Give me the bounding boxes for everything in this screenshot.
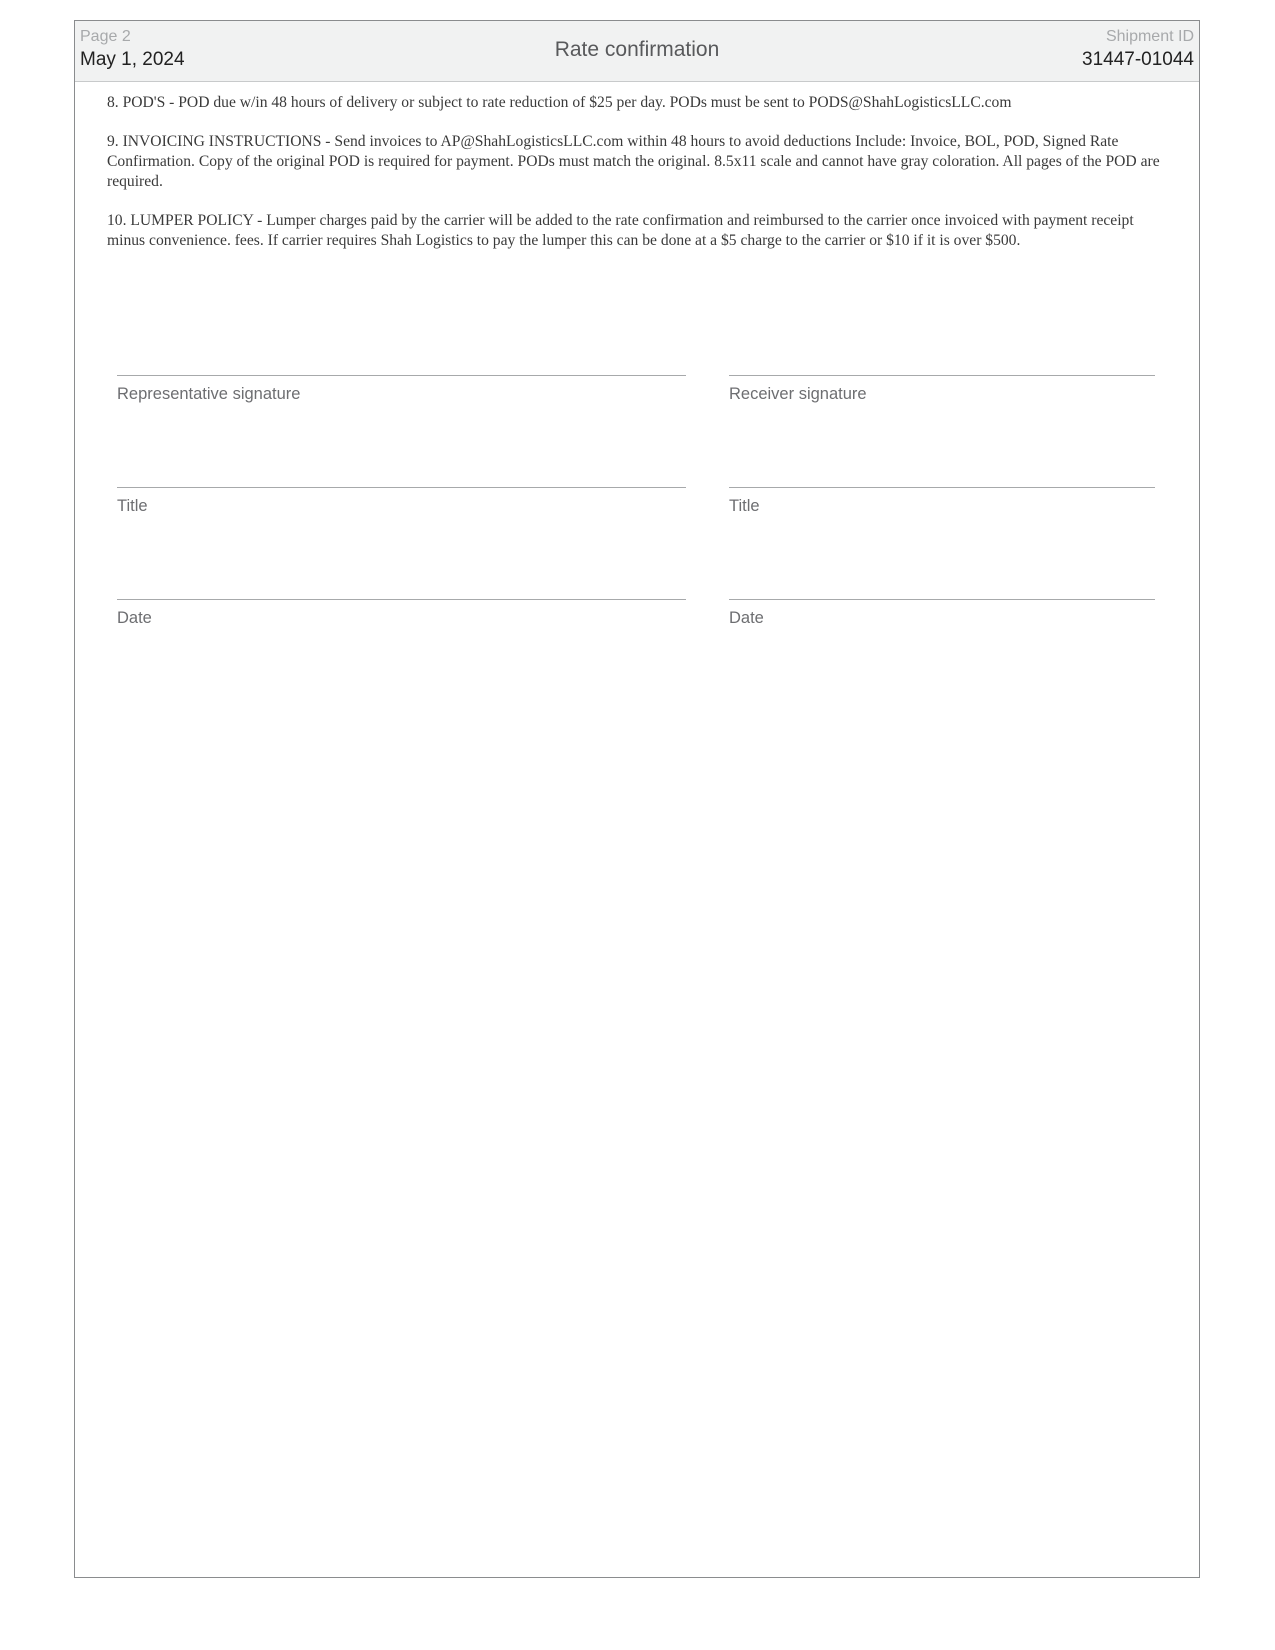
receiver-signature-field[interactable] — [729, 375, 1155, 405]
term-invoicing: 9. INVOICING INSTRUCTIONS - Send invoices to AP@ShahLogisticsLLC.com within 48 hours to avoid deductions Include: Invoice, BOL, POD, Signed Rate Confirmation. Copy of the original POD is required for payment. PODs must match the original. 8.5x11 scale and cannot have gray coloration. All pages of the POD are required. — [107, 133, 1160, 190]
terms-section — [107, 93, 1169, 270]
signature-line — [729, 599, 1155, 600]
receiver-date-label: Date — [729, 609, 764, 627]
representative-title-label: Title — [117, 497, 148, 515]
signature-line — [729, 375, 1155, 376]
receiver-title-field[interactable] — [729, 487, 1155, 517]
receiver-signature-label: Receiver signature — [729, 385, 867, 403]
page-number: Page 2 — [80, 28, 131, 45]
term-pods: 8. POD'S - POD due w/in 48 hours of delivery or subject to rate reduction of $25 per day. PODs must be sent to PODS@ShahLogisticsLLC.com — [107, 94, 1012, 111]
document-title: Rate confirmation — [554, 38, 720, 61]
signature-line — [117, 375, 686, 376]
term-lumper: 10. LUMPER POLICY - Lumper charges paid by the carrier will be added to the rate confirmation and reimbursed to the carrier once invoiced with payment receipt minus convenience. fees. If carrier requires Shah Logistics to pay the lumper this can be done at a $5 charge to the carrier or $10 if it is over $500. — [107, 212, 1134, 249]
page-header — [75, 21, 1199, 82]
signature-line — [729, 487, 1155, 488]
document-page — [74, 20, 1200, 1578]
representative-date-label: Date — [117, 609, 152, 627]
receiver-title-label: Title — [729, 497, 760, 515]
header-right — [1082, 27, 1194, 73]
representative-date-field[interactable] — [117, 599, 686, 629]
receiver-date-field[interactable] — [729, 599, 1155, 629]
representative-signature-label: Representative signature — [117, 385, 301, 403]
document-date: May 1, 2024 — [80, 49, 185, 70]
signature-line — [117, 599, 686, 600]
representative-title-field[interactable] — [117, 487, 686, 517]
shipment-id-value: 31447-01044 — [1082, 49, 1194, 70]
representative-signature-field[interactable] — [117, 375, 686, 405]
signature-line — [117, 487, 686, 488]
shipment-id-label: Shipment ID — [1105, 28, 1194, 45]
